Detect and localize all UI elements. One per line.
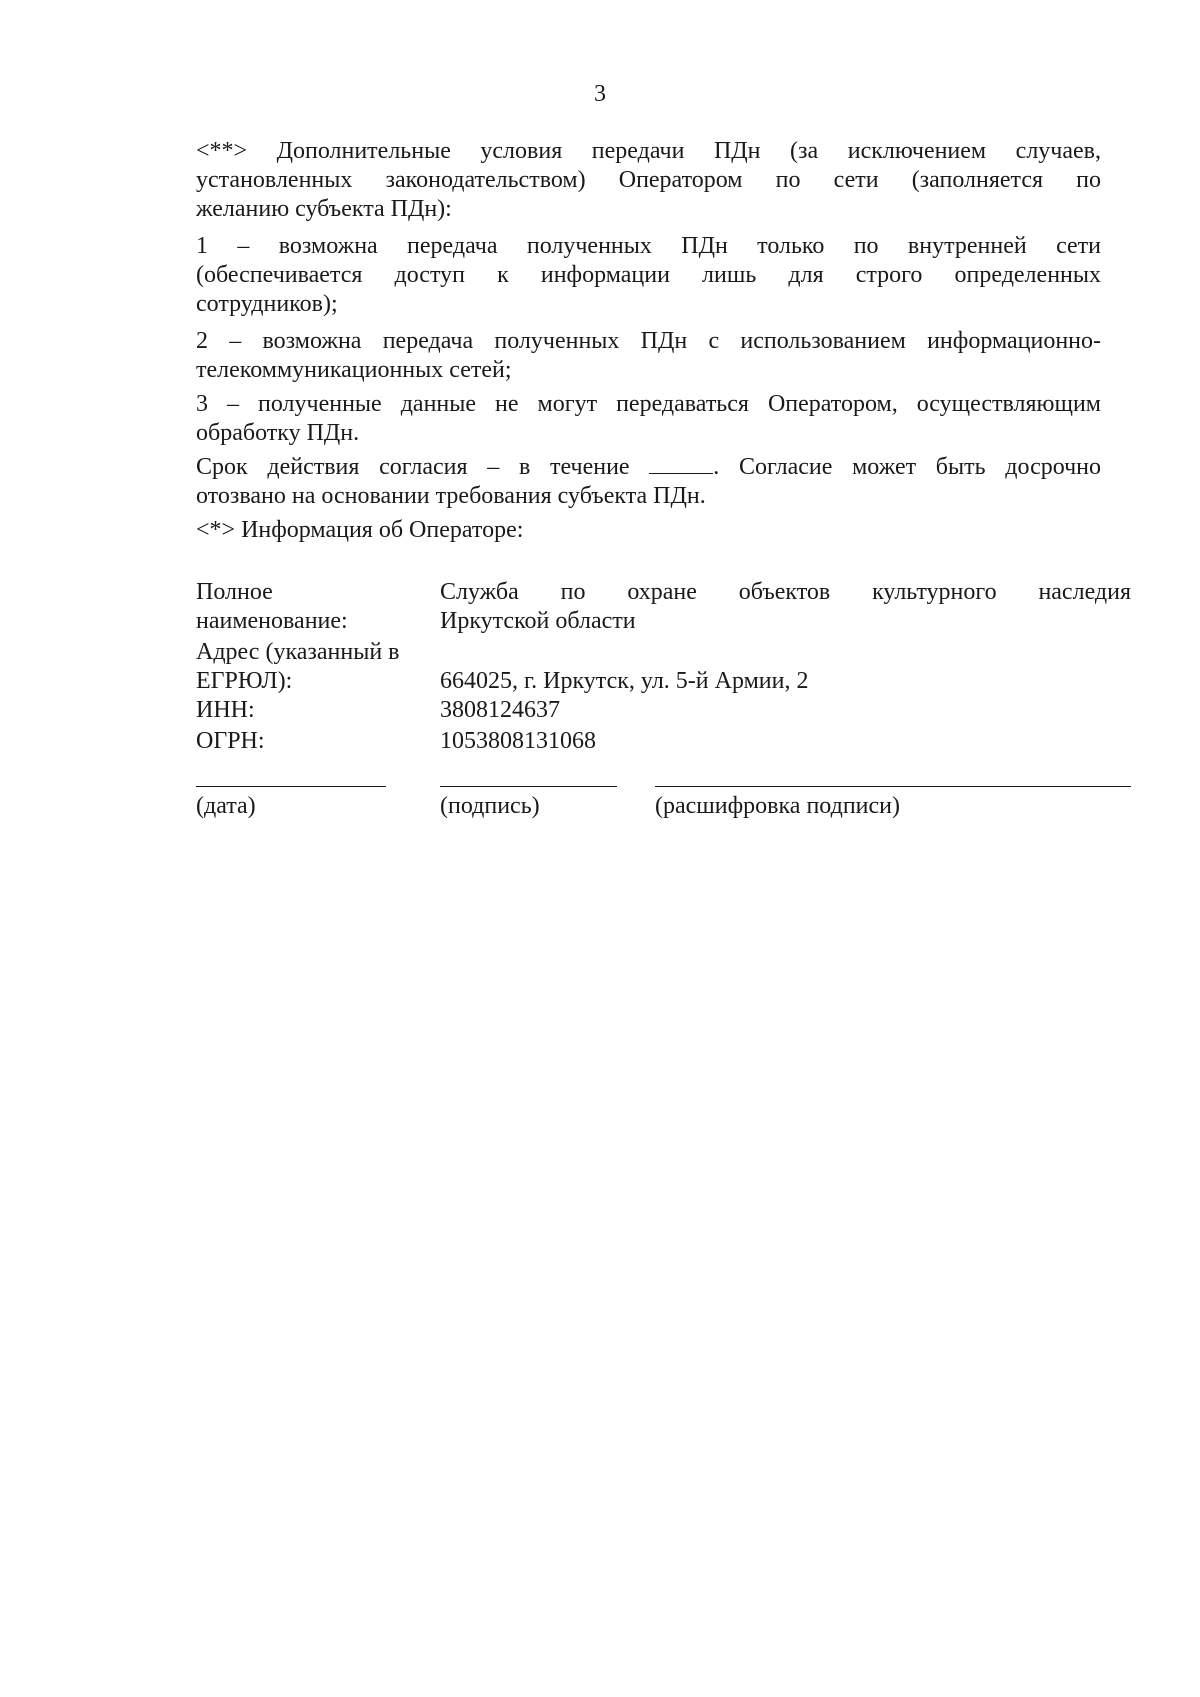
inn-label: ИНН: (196, 697, 255, 723)
consent-term-line-2: отозвано на основании требования субъекта ПДн. (196, 483, 706, 509)
address-label-2: ЕГРЮЛ): (196, 668, 293, 694)
operator-heading: <*> Информация об Операторе: (196, 517, 524, 543)
consent-term-line-1 (196, 453, 1101, 482)
sign-signature-line (440, 786, 617, 787)
option-3-line-2: обработку ПДн. (196, 420, 360, 446)
page-number: 3 (594, 81, 606, 107)
consent-term-prefix: Срок действия согласия – в течение (196, 454, 630, 480)
option-1-line-1: 1 – возможна передача полученных ПДн только по внутренней сети (196, 233, 1101, 259)
additional-conditions-line-1: <**> Дополнительные условия передачи ПДн (за исключением случаев, (196, 138, 1101, 164)
consent-term-blank (649, 453, 713, 474)
date-signature-line (196, 786, 386, 787)
decode-caption: (расшифровка подписи) (655, 793, 900, 819)
consent-term-paragraph (196, 453, 1101, 511)
sign-caption: (подпись) (440, 793, 540, 819)
address-label-1: Адрес (указанный в (196, 639, 400, 665)
address-value: 664025, г. Иркутск, ул. 5-й Армии, 2 (440, 668, 809, 694)
additional-conditions-line-3: желанию субъекта ПДн): (196, 196, 452, 222)
full-name-value-1: Служба по охране объектов культурного наследия (440, 579, 1131, 605)
date-caption: (дата) (196, 793, 256, 819)
option-2-paragraph (196, 327, 1101, 385)
additional-conditions-line-2: установленных законодательством) Оператором по сети (заполняется по (196, 167, 1101, 193)
inn-value: 3808124637 (440, 697, 560, 723)
ogrn-label: ОГРН: (196, 728, 265, 754)
consent-term-suffix: . Согласие может быть досрочно (713, 454, 1102, 480)
option-3-line-1: 3 – полученные данные не могут передаваться Оператором, осуществляющим (196, 391, 1101, 417)
additional-conditions-paragraph (196, 137, 1101, 224)
option-2-line-2: телекоммуникационных сетей; (196, 357, 512, 383)
option-1-line-2: (обеспечивается доступ к информации лишь для строго определенных (196, 262, 1101, 288)
option-1-paragraph (196, 232, 1101, 319)
full-name-value-2: Иркутской области (440, 608, 636, 634)
ogrn-value: 1053808131068 (440, 728, 596, 754)
option-2-line-1: 2 – возможна передача полученных ПДн с использованием информационно- (196, 328, 1101, 354)
option-3-paragraph (196, 390, 1101, 448)
decode-signature-line (655, 786, 1131, 787)
option-1-line-3: сотрудников); (196, 291, 338, 317)
full-name-label-1: Полное (196, 579, 273, 605)
full-name-label-2: наименование: (196, 608, 348, 634)
